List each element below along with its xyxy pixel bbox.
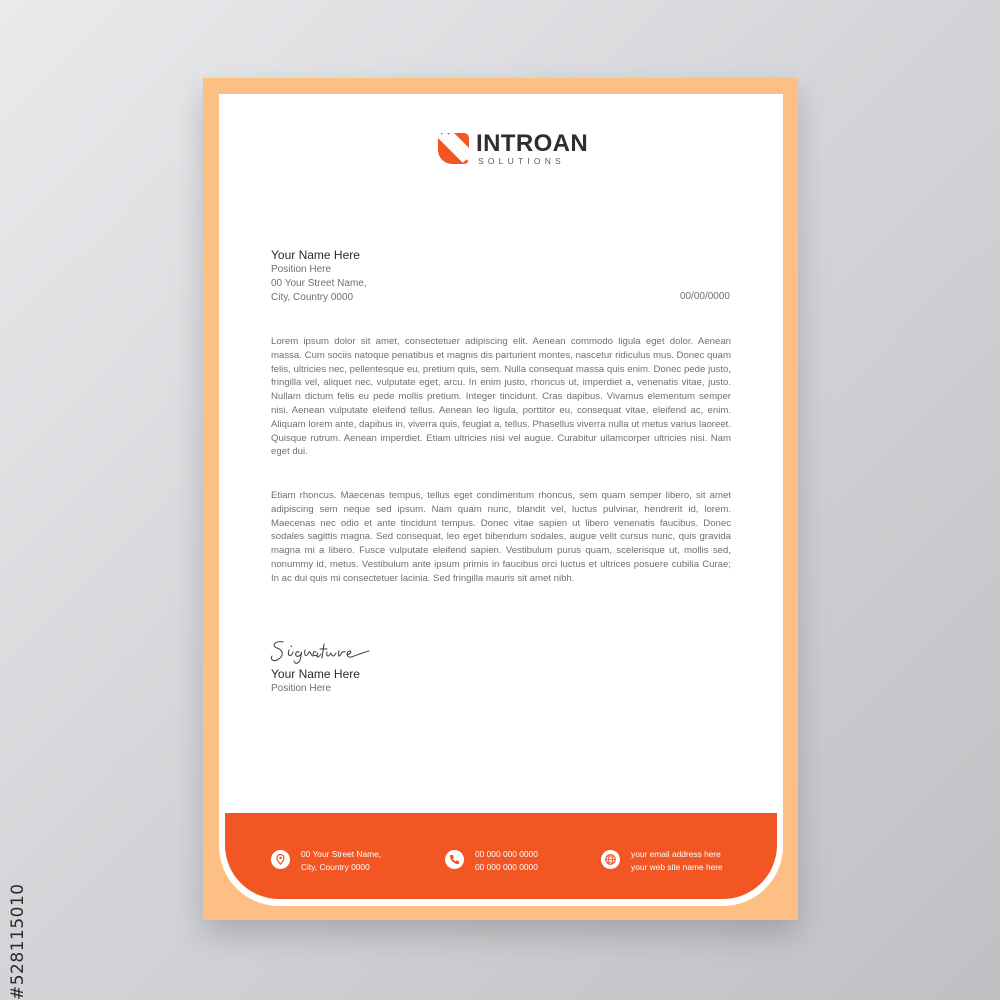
closing-name: Your Name Here [271,667,360,681]
letterhead-sheet [219,94,783,906]
sender-block [271,248,367,305]
body-paragraph-1: Lorem ipsum dolor sit amet, consectetuer adipiscing elit. Aenean commodo ligula eget dolor. Aenean massa. Cum sociis natoque penatibus et magnis dis parturient montes, nascetur ridiculus mus. Donec quam felis, ultricies nec, pellentesque eu, pretium quis, sem. Nulla consequat massa quis enim. Donec pede justo, fringilla vel, aliquet nec, vulputate eget, arcu. In enim justo, rhoncus ut, imperdiet a, venenatis vitae, justo. Nullam dictum felis eu pede mollis pretium. Integer tincidunt. Cras dapibus. Vivamus elementum semper nisi. Aenean vulputate eleifend tellus. Aenean leo ligula, porttitor eu, consequat vitae, eleifend ac, enim. Aliquam lorem ante, dapibus in, viverra quis, feugiat a, tellus. Phasellus viverra nulla ut metus varius laoreet. Quisque rutrum. Aenean imperdiet. Etiam ultricies nisi vel augue. Curabitur ullamcorper ultricies nisi. Nam eget dui. [271,336,731,458]
handwritten-signature [269,634,379,664]
footer-address-line-1: 00 Your Street Name, [301,849,382,859]
sender-position: Position Here [271,264,332,275]
location-pin-icon [271,850,290,869]
sender-city: City, Country 0000 [271,292,354,303]
logo-tagline: SOLUTIONS [478,156,565,166]
footer-website: your web site name here [631,862,723,872]
footer-band [225,813,777,899]
stock-image-id: #528115010 [8,883,28,1000]
logo-name: INTROAN [476,130,589,157]
letterhead-page [203,78,798,920]
phone-icon [445,850,464,869]
closing-block [271,667,360,696]
footer-address-line-2: City, Country 0000 [301,862,370,872]
sender-street: 00 Your Street Name, [271,278,367,289]
globe-icon [601,850,620,869]
body-paragraph-2: Etiam rhoncus. Maecenas tempus, tellus eget condimentum rhoncus, sem quam semper libero, sit amet adipiscing sem neque sed ipsum. Nam quam nunc, blandit vel, luctus pulvinar, hendrerit id, lorem. Maecenas nec odio et ante tincidunt tempus. Donec vitae sapien ut libero venenatis faucibus. Donec sodales sagittis magna. Sed consequat, leo eget bibendum sodales, augue velit cursus nunc, quis gravida magna mi a libero. Fusce vulputate eleifend sapien. Vestibulum purus quam, scelerisque ut, mollis sed, nonummy id, metus. Vestibulum ante ipsum primis in faucibus orci luctus et ultrices posuere cubilia Curae; In ac dui quis mi consectetuer lacinia. Sed fringilla mauris sit amet nibh. [271,490,731,584]
footer-phone-line-1: 00 000 000 0000 [475,849,538,859]
footer-email: your email address here [631,849,721,859]
letter-date: 00/00/0000 [679,291,730,302]
logo-mark-icon [438,133,469,164]
footer-phone-line-2: 00 000 000 0000 [475,862,538,872]
sender-name: Your Name Here [271,248,360,262]
closing-position: Position Here [271,683,332,694]
